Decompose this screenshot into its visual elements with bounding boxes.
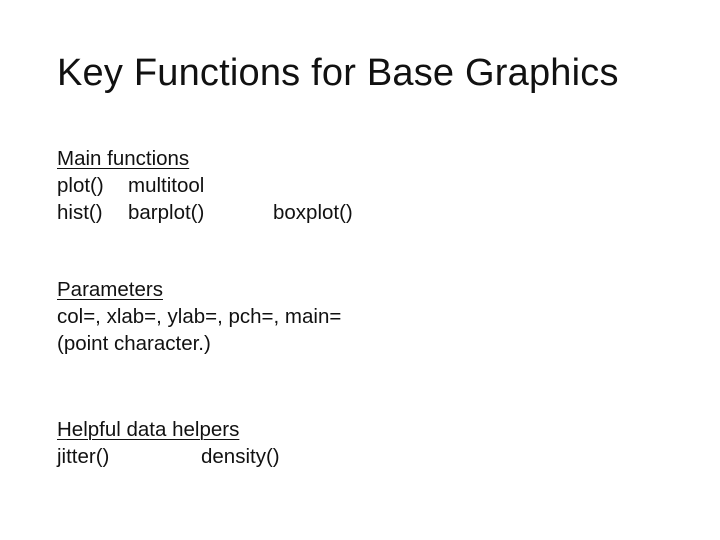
helpers-section — [57, 416, 280, 470]
density-function: density() — [201, 445, 280, 468]
plot-description: multitool — [128, 174, 205, 197]
jitter-function: jitter() — [57, 445, 110, 468]
plot-function: plot() — [57, 174, 104, 197]
helpers-heading: Helpful data helpers — [57, 418, 240, 441]
parameters-note: (point character.) — [57, 332, 211, 355]
main-functions-row-2 — [57, 199, 353, 226]
hist-function: hist() — [57, 201, 103, 224]
helpers-row — [57, 443, 280, 470]
barplot-function: barplot() — [128, 201, 205, 224]
parameters-section — [57, 276, 341, 357]
main-functions-section — [57, 145, 353, 226]
parameters-heading: Parameters — [57, 278, 163, 301]
boxplot-function: boxplot() — [273, 201, 353, 224]
main-functions-row-1 — [57, 172, 205, 199]
parameters-list: col=, xlab=, ylab=, pch=, main= — [57, 305, 342, 328]
main-functions-heading: Main functions — [57, 147, 190, 170]
slide-title: Key Functions for Base Graphics — [57, 52, 619, 94]
